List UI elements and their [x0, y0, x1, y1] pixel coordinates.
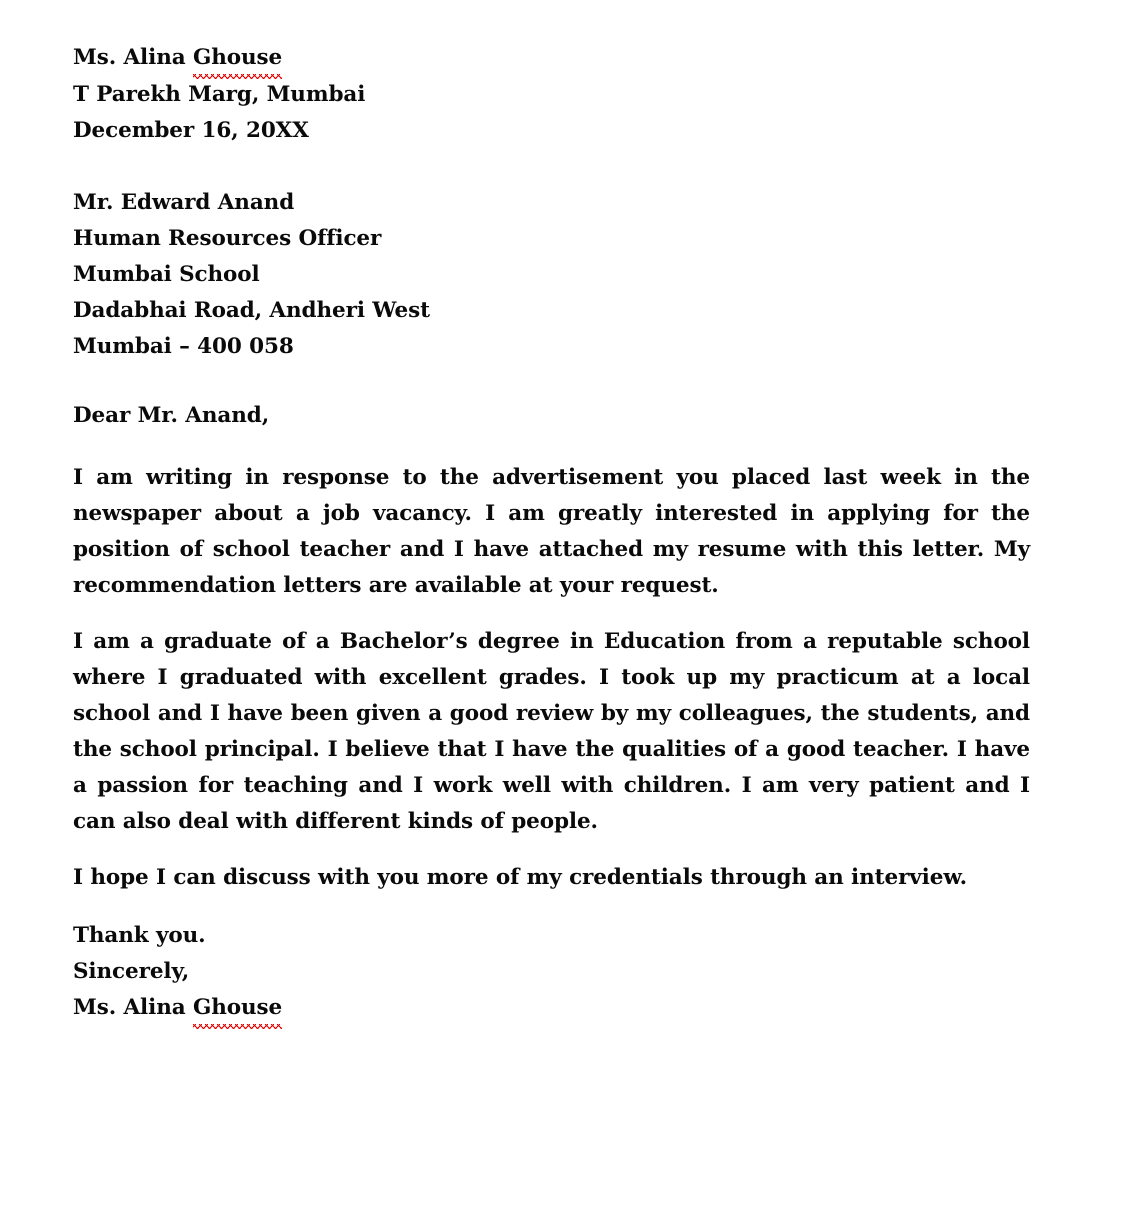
body-paragraph-1: I am writing in response to the advertisement you placed last week in the newspaper about a job vacancy. I am greatly interested in applying for the position of school teacher and I have attached my resume with this letter. My recommendation letters are available at your request. [73, 465, 1030, 598]
signature-name-prefix: Ms. Alina [73, 995, 193, 1020]
sender-name-prefix: Ms. Alina [73, 45, 193, 70]
body-paragraph-3: I hope I can discuss with you more of my credentials through an interview. [73, 865, 967, 890]
salutation: Dear Mr. Anand, [73, 403, 270, 428]
recipient-address-block [73, 185, 1030, 365]
recipient-organization: Mumbai School [73, 262, 260, 287]
sender-name-misspelled: Ghouse [193, 40, 282, 77]
closing-valediction: Sincerely, [73, 959, 190, 984]
recipient-name: Mr. Edward Anand [73, 190, 295, 215]
closing-thanks: Thank you. [73, 923, 206, 948]
letter-content [73, 40, 1030, 1027]
letter-body [73, 460, 1030, 896]
signature-name-line [73, 990, 1030, 1027]
sender-address-block [73, 40, 1030, 149]
signature-name-misspelled: Ghouse [193, 990, 282, 1027]
closing-block [73, 918, 1030, 1027]
body-paragraph-2: I am a graduate of a Bachelor’s degree in Education from a reputable school where I graduated with excellent grades. I took up my practicum at a local school and I have been given a good review by my colleagues, the students, and the school principal. I believe that I have the qualities of a good teacher. I have a passion for teaching and I work well with children. I am very patient and I can also deal with different kinds of people. [73, 629, 1030, 834]
recipient-title: Human Resources Officer [73, 226, 382, 251]
recipient-city-postal: Mumbai – 400 058 [73, 334, 294, 359]
sender-name-line [73, 40, 1030, 77]
recipient-street: Dadabhai Road, Andheri West [73, 298, 430, 323]
letter-date: December 16, 20XX [73, 118, 309, 143]
sender-street-line: T Parekh Marg, Mumbai [73, 82, 366, 107]
